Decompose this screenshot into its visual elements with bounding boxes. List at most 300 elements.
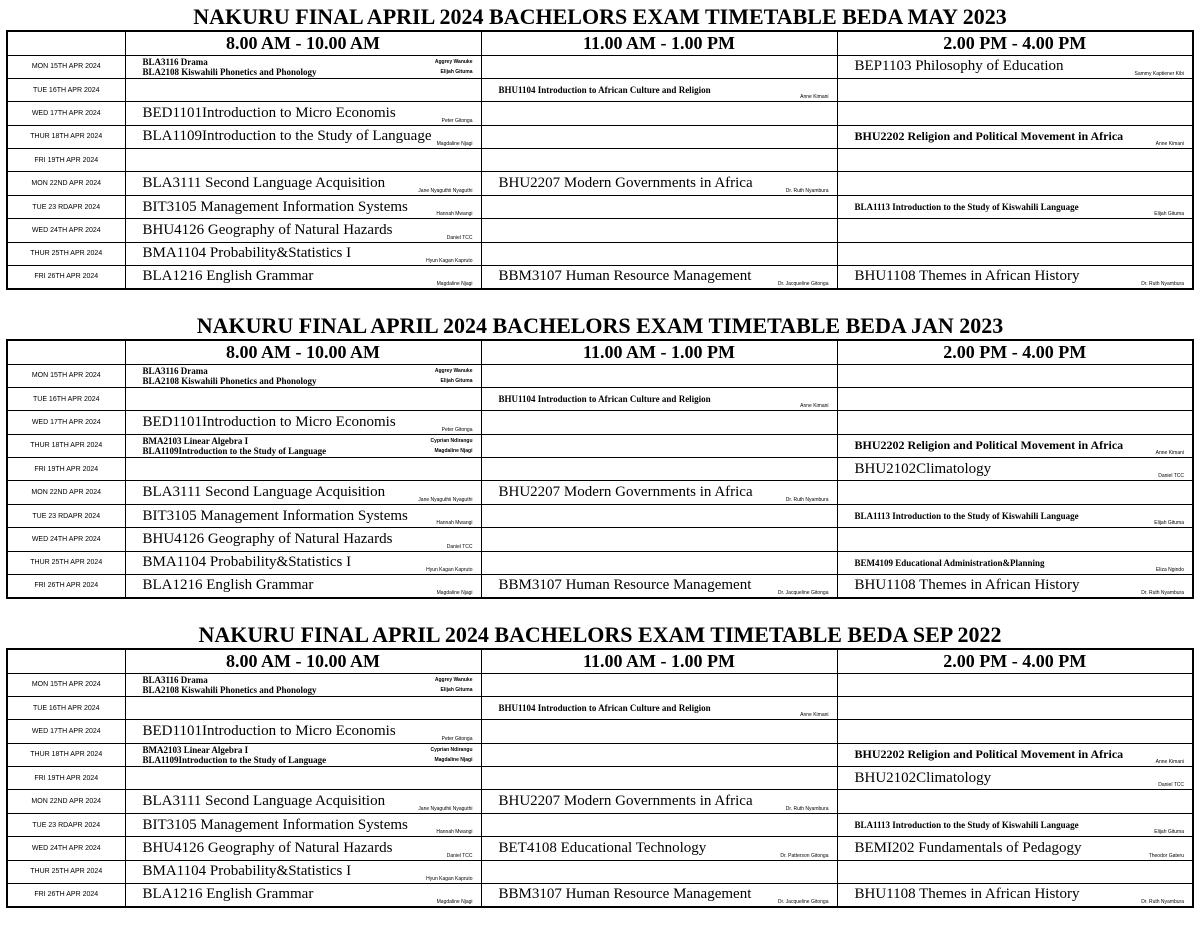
exam-cell (837, 813, 1193, 836)
exam-cell (837, 172, 1193, 195)
course-entry (126, 755, 481, 765)
exam-cell (125, 528, 481, 551)
course-entry (126, 106, 481, 121)
lecturer-name: Aggrey Wanuke (434, 367, 473, 374)
lecturer-name: Jane Nyaguthii Nyaguthi (418, 496, 473, 503)
course-title: BMA2103 Linear Algebra I (142, 744, 249, 755)
table-row (7, 720, 1193, 743)
exam-cell (125, 102, 481, 125)
lecturer-name: Daniel TCC (446, 852, 473, 859)
table-row (7, 78, 1193, 101)
course-entry (838, 820, 1193, 830)
exam-cell (481, 790, 837, 813)
exam-cell (837, 55, 1193, 78)
header-day-blank (7, 31, 125, 55)
exam-cell (125, 743, 481, 766)
exam-cell (481, 242, 837, 265)
course-entry (126, 578, 481, 593)
course-entry (482, 394, 837, 404)
time-slot-header: 2.00 PM - 4.00 PM (837, 649, 1193, 673)
table-row (7, 364, 1193, 387)
course-title: BBM3107 Human Resource Management (498, 268, 752, 285)
exam-cell (837, 696, 1193, 719)
lecturer-name: Sammy Kaptiener Kibi (1134, 70, 1184, 77)
exam-cell (481, 266, 837, 289)
course-title: BLA1216 English Grammar (142, 268, 314, 285)
exam-cell (481, 387, 837, 410)
lecturer-name: Hyun Kagan Kapruto (426, 567, 473, 574)
table-row (7, 790, 1193, 813)
course-title: BHU2202 Religion and Political Movement in Africa (854, 747, 1124, 762)
lecturer-name: Dr. Ruth Nyambura (1141, 280, 1184, 287)
lecturer-name: Dr. Ruth Nyambura (1141, 589, 1184, 596)
exam-cell (837, 767, 1193, 790)
course-title: BLA2108 Kiswahili Phonetics and Phonology (142, 684, 317, 695)
day-label: MON 22ND APR 2024 (7, 790, 125, 813)
exam-cell (125, 790, 481, 813)
exam-cell (125, 434, 481, 457)
course-title: BED1101Introduction to Micro Economis (142, 104, 396, 121)
table-row (7, 125, 1193, 148)
lecturer-name: Elijah Gituma (440, 686, 473, 693)
exam-cell (481, 696, 837, 719)
table-row (7, 172, 1193, 195)
exam-cell (481, 504, 837, 527)
course-entry (126, 198, 481, 218)
day-label: WED 24TH APR 2024 (7, 837, 125, 860)
exam-cell (481, 364, 837, 387)
exam-cell (125, 696, 481, 719)
header-row (7, 31, 1193, 55)
lecturer-name: Hannah Mwangi (436, 829, 473, 836)
exam-cell (125, 242, 481, 265)
exam-cell (481, 219, 837, 242)
course-title: BLA3116 Drama (142, 674, 208, 685)
lecturer-name: Elijah Gituma (1154, 211, 1184, 218)
course-title: BLA1113 Introduction to the Study of Kiswahili Language (854, 820, 1079, 831)
lecturer-name: Daniel TCC (1158, 782, 1184, 789)
table-row (7, 195, 1193, 218)
lecturer-name: Anne Kimani (1155, 450, 1184, 457)
exam-cell (481, 125, 837, 148)
course-title: BMA1104 Probability&Statistics I (142, 245, 352, 262)
lecturer-name: Theodor Gateru (1148, 852, 1184, 859)
exam-cell (481, 860, 837, 883)
table-row (7, 767, 1193, 790)
exam-cell (125, 266, 481, 289)
exam-cell (125, 125, 481, 148)
exam-cell (837, 102, 1193, 125)
table-row (7, 575, 1193, 598)
table-row (7, 696, 1193, 719)
day-label: WED 17TH APR 2024 (7, 411, 125, 434)
course-title: BLA3111 Second Language Acquisition (142, 484, 386, 501)
exam-cell (837, 266, 1193, 289)
course-entry (126, 366, 481, 376)
course-entry (126, 223, 481, 238)
course-entry (838, 202, 1193, 212)
lecturer-name: Hyun Kagan Kapruto (426, 258, 473, 265)
header-day-blank (7, 649, 125, 673)
course-title: BBM3107 Human Resource Management (498, 577, 752, 594)
day-label: MON 22ND APR 2024 (7, 481, 125, 504)
table-row (7, 266, 1193, 289)
exam-cell (837, 219, 1193, 242)
exam-cell (481, 458, 837, 481)
table-row (7, 55, 1193, 78)
exam-cell (837, 78, 1193, 101)
course-title: BED1101Introduction to Micro Economis (142, 413, 396, 430)
day-label: THUR 18TH APR 2024 (7, 125, 125, 148)
course-entry (838, 439, 1193, 452)
lecturer-name: Peter Gitonga (441, 735, 473, 742)
exam-cell (481, 767, 837, 790)
course-entry (482, 703, 837, 713)
day-label: THUR 25TH APR 2024 (7, 551, 125, 574)
lecturer-name: Cyprian Ndirangu (430, 746, 473, 753)
lecturer-name: Magdaline Njagi (436, 141, 473, 148)
lecturer-name: Elijah Gituma (440, 68, 473, 75)
exam-cell (125, 149, 481, 172)
exam-cell (481, 528, 837, 551)
lecturer-name: Anne Kimani (800, 94, 829, 101)
day-label: THUR 25TH APR 2024 (7, 860, 125, 883)
lecturer-name: Daniel TCC (446, 543, 473, 550)
timetable-section (0, 309, 1200, 618)
course-entry (126, 129, 481, 144)
course-title: BMA2103 Linear Algebra I (142, 435, 249, 446)
exam-cell (481, 481, 837, 504)
lecturer-name: Daniel TCC (446, 234, 473, 241)
course-title: BEM4109 Educational Administration&Planning (854, 557, 1045, 568)
table-row (7, 149, 1193, 172)
lecturer-name: Anne Kimani (800, 403, 829, 410)
lecturer-name: Dr. Ruth Nyambura (1141, 898, 1184, 905)
course-entry (838, 841, 1193, 856)
time-slot-header: 11.00 AM - 1.00 PM (481, 31, 837, 55)
course-title: BLA2108 Kiswahili Phonetics and Phonology (142, 66, 317, 77)
lecturer-name: Daniel TCC (1158, 473, 1184, 480)
day-label: FRI 26TH APR 2024 (7, 575, 125, 598)
exam-cell (125, 673, 481, 696)
exam-cell (125, 860, 481, 883)
table-row (7, 219, 1193, 242)
course-title: BHU4126 Geography of Natural Hazards (142, 221, 393, 238)
lecturer-name: Magdaline Njagi (434, 756, 473, 763)
day-label: FRI 26TH APR 2024 (7, 266, 125, 289)
course-title: BMA1104 Probability&Statistics I (142, 863, 352, 880)
lecturer-name: Hyun Kagan Kapruto (426, 876, 473, 883)
course-title: BIT3105 Management Information Systems (142, 198, 408, 215)
course-entry (482, 176, 837, 191)
course-entry (126, 841, 481, 856)
exam-cell (481, 575, 837, 598)
course-entry (838, 460, 1193, 480)
exam-cell (837, 411, 1193, 434)
day-label: TUE 23 RDAPR 2024 (7, 195, 125, 218)
exam-cell (837, 458, 1193, 481)
exam-cell (125, 195, 481, 218)
exam-cell (125, 364, 481, 387)
table-row (7, 673, 1193, 696)
exam-cell (125, 837, 481, 860)
course-title: BLA1113 Introduction to the Study of Kiswahili Language (854, 202, 1079, 213)
day-label: FRI 19TH APR 2024 (7, 458, 125, 481)
time-slot-header: 2.00 PM - 4.00 PM (837, 31, 1193, 55)
course-title: BHU1108 Themes in African History (854, 577, 1080, 594)
table-row (7, 434, 1193, 457)
exam-cell (481, 743, 837, 766)
exam-cell (481, 434, 837, 457)
exam-cell (837, 551, 1193, 574)
header-day-blank (7, 340, 125, 364)
day-label: WED 17TH APR 2024 (7, 102, 125, 125)
table-row (7, 884, 1193, 907)
course-title: BET4108 Educational Technology (498, 839, 707, 856)
time-slot-header: 11.00 AM - 1.00 PM (481, 649, 837, 673)
exam-cell (481, 78, 837, 101)
course-entry (126, 887, 481, 902)
table-row (7, 458, 1193, 481)
exam-cell (481, 673, 837, 696)
course-entry (482, 85, 837, 95)
table-row (7, 102, 1193, 125)
course-entry (838, 578, 1193, 593)
exam-cell (837, 125, 1193, 148)
exam-cell (125, 55, 481, 78)
course-entry (838, 769, 1193, 789)
course-title: BHU4126 Geography of Natural Hazards (142, 530, 393, 547)
exam-cell (125, 575, 481, 598)
lecturer-name: Dr. Ruth Nyambura (785, 496, 829, 503)
course-entry (126, 415, 481, 430)
time-slot-header: 8.00 AM - 10.00 AM (125, 340, 481, 364)
exam-cell (125, 884, 481, 907)
lecturer-name: Anne Kimani (1155, 141, 1184, 148)
table-row (7, 411, 1193, 434)
lecturer-name: Anne Kimani (800, 712, 829, 719)
course-title: BLA3116 Drama (142, 56, 208, 67)
exam-cell (125, 458, 481, 481)
course-entry (126, 269, 481, 284)
exam-cell (125, 813, 481, 836)
course-title: BHU2102Climatology (854, 769, 992, 786)
lecturer-name: Eliza Ngindo (1155, 567, 1184, 574)
course-title: BLA3111 Second Language Acquisition (142, 175, 386, 192)
day-label: WED 24TH APR 2024 (7, 528, 125, 551)
course-entry (126, 724, 481, 739)
exam-cell (125, 411, 481, 434)
day-label: TUE 16TH APR 2024 (7, 78, 125, 101)
course-entry (126, 67, 481, 77)
course-entry (126, 446, 481, 456)
exam-cell (481, 149, 837, 172)
exam-cell (481, 172, 837, 195)
lecturer-name: Dr. Ruth Nyambura (785, 805, 829, 812)
exam-cell (837, 434, 1193, 457)
time-slot-header: 11.00 AM - 1.00 PM (481, 340, 837, 364)
header-row (7, 649, 1193, 673)
exam-cell (837, 884, 1193, 907)
time-slot-header: 8.00 AM - 10.00 AM (125, 649, 481, 673)
lecturer-name: Jane Nyaguthii Nyaguthi (418, 187, 473, 194)
course-entry (126, 675, 481, 685)
lecturer-name: Magdaline Njagi (436, 280, 473, 287)
exam-cell (125, 551, 481, 574)
exam-cell (837, 575, 1193, 598)
exam-cell (125, 78, 481, 101)
lecturer-name: Peter Gitonga (441, 117, 473, 124)
exam-cell (125, 387, 481, 410)
exam-cell (125, 219, 481, 242)
timetable-section (0, 0, 1200, 309)
lecturer-name: Jane Nyaguthii Nyaguthi (418, 805, 473, 812)
exam-cell (837, 504, 1193, 527)
table-row (7, 481, 1193, 504)
lecturer-name: Aggrey Wanuke (434, 676, 473, 683)
exam-cell (481, 55, 837, 78)
course-entry (126, 376, 481, 386)
exam-cell (837, 673, 1193, 696)
lecturer-name: Elijah Gituma (1154, 829, 1184, 836)
course-title: BEMI202 Fundamentals of Pedagogy (854, 839, 1082, 856)
section-title: NAKURU FINAL APRIL 2024 BACHELORS EXAM TIMETABLE BEDA MAY 2023 (193, 4, 1007, 29)
day-label: TUE 23 RDAPR 2024 (7, 504, 125, 527)
course-title: BEP1103 Philosophy of Education (854, 58, 1064, 75)
lecturer-name: Elijah Gituma (440, 377, 473, 384)
lecturer-name: Aggrey Wanuke (434, 58, 473, 65)
course-entry (126, 436, 481, 446)
table-row (7, 528, 1193, 551)
exam-cell (125, 172, 481, 195)
timetable-table (6, 339, 1194, 599)
course-title: BLA3116 Drama (142, 365, 208, 376)
course-title: BLA3111 Second Language Acquisition (142, 793, 386, 810)
course-entry (838, 269, 1193, 284)
course-title: BHU2202 Religion and Political Movement in Africa (854, 438, 1124, 453)
header-row (7, 340, 1193, 364)
course-title: BHU1104 Introduction to African Culture and Religion (498, 703, 711, 714)
timetable-section (0, 618, 1200, 927)
exam-cell (125, 481, 481, 504)
course-entry (838, 558, 1193, 568)
course-entry (126, 57, 481, 67)
day-label: WED 24TH APR 2024 (7, 219, 125, 242)
table-row (7, 387, 1193, 410)
course-title: BLA1109Introduction to the Study of Language (142, 754, 327, 765)
lecturer-name: Magdaline Njagi (436, 898, 473, 905)
exam-cell (837, 720, 1193, 743)
table-row (7, 837, 1193, 860)
exam-cell (837, 743, 1193, 766)
lecturer-name: Hannah Mwangi (436, 211, 473, 218)
exam-cell (125, 720, 481, 743)
exam-cell (837, 387, 1193, 410)
exam-cell (481, 720, 837, 743)
day-label: MON 15TH APR 2024 (7, 55, 125, 78)
table-row (7, 504, 1193, 527)
exam-cell (481, 884, 837, 907)
day-label: MON 22ND APR 2024 (7, 172, 125, 195)
course-entry (126, 507, 481, 527)
course-entry (482, 794, 837, 809)
lecturer-name: Dr. Jacqueline Gitonga (777, 280, 829, 287)
exam-cell (125, 767, 481, 790)
course-title: BIT3105 Management Information Systems (142, 816, 408, 833)
lecturer-name: Peter Gitonga (441, 426, 473, 433)
exam-cell (125, 504, 481, 527)
course-entry (838, 748, 1193, 761)
table-row (7, 813, 1193, 836)
course-title: BHU1104 Introduction to African Culture and Religion (498, 85, 711, 96)
exam-cell (481, 195, 837, 218)
exam-cell (837, 790, 1193, 813)
course-title: BIT3105 Management Information Systems (142, 507, 408, 524)
lecturer-name: Dr. Ruth Nyambura (785, 187, 829, 194)
day-label: MON 15TH APR 2024 (7, 364, 125, 387)
course-entry (838, 511, 1193, 521)
exam-cell (481, 411, 837, 434)
course-title: BLA1216 English Grammar (142, 577, 314, 594)
exam-cell (837, 364, 1193, 387)
time-slot-header: 2.00 PM - 4.00 PM (837, 340, 1193, 364)
course-title: BHU1104 Introduction to African Culture and Religion (498, 394, 711, 405)
course-title: BLA1109Introduction to the Study of Language (142, 128, 432, 145)
exam-cell (481, 813, 837, 836)
timetable-table (6, 648, 1194, 908)
day-label: TUE 23 RDAPR 2024 (7, 813, 125, 836)
day-label: FRI 19TH APR 2024 (7, 149, 125, 172)
exam-cell (481, 551, 837, 574)
exam-cell (481, 837, 837, 860)
course-entry (126, 816, 481, 836)
lecturer-name: Dr. Jacqueline Gitonga (777, 589, 829, 596)
exam-cell (481, 102, 837, 125)
day-label: THUR 25TH APR 2024 (7, 242, 125, 265)
course-title: BMA1104 Probability&Statistics I (142, 554, 352, 571)
course-entry (126, 532, 481, 547)
course-title: BHU1108 Themes in African History (854, 268, 1080, 285)
lecturer-name: Elijah Gituma (1154, 520, 1184, 527)
lecturer-name: Hannah Mwangi (436, 520, 473, 527)
course-title: BBM3107 Human Resource Management (498, 886, 752, 903)
lecturer-name: Anne Kimani (1155, 759, 1184, 766)
table-row (7, 860, 1193, 883)
course-entry (482, 485, 837, 500)
lecturer-name: Dr. Patterson Gitonga (780, 852, 829, 859)
course-title: BED1101Introduction to Micro Economis (142, 722, 396, 739)
day-label: THUR 18TH APR 2024 (7, 743, 125, 766)
course-title: BHU2202 Religion and Political Movement in Africa (854, 129, 1124, 144)
course-entry (126, 685, 481, 695)
course-title: BHU2207 Modern Governments in Africa (498, 484, 753, 501)
day-label: FRI 26TH APR 2024 (7, 884, 125, 907)
table-row (7, 743, 1193, 766)
exam-cell (837, 860, 1193, 883)
lecturer-name: Cyprian Ndirangu (430, 437, 473, 444)
exam-cell (837, 837, 1193, 860)
lecturer-name: Magdaline Njagi (436, 589, 473, 596)
course-entry (838, 887, 1193, 902)
day-label: WED 17TH APR 2024 (7, 720, 125, 743)
exam-cell (837, 481, 1193, 504)
course-title: BLA1109Introduction to the Study of Language (142, 445, 327, 456)
exam-cell (837, 242, 1193, 265)
course-entry (838, 130, 1193, 143)
section-title: NAKURU FINAL APRIL 2024 BACHELORS EXAM TIMETABLE BEDA JAN 2023 (196, 313, 1004, 338)
table-row (7, 242, 1193, 265)
day-label: TUE 16TH APR 2024 (7, 696, 125, 719)
